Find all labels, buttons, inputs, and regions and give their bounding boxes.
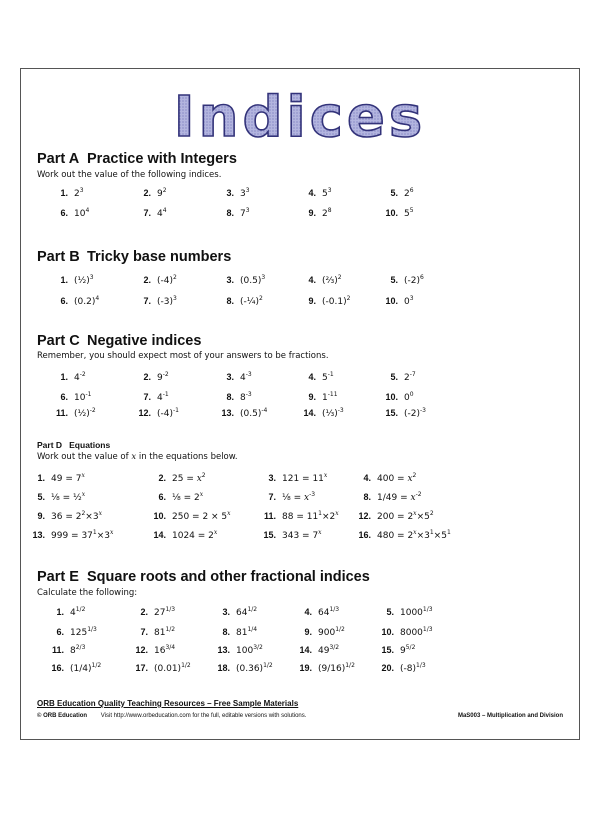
part-b-label: Part B: [37, 249, 80, 265]
footer-title: ORB Education Quality Teaching Resources – Free Sample Materials: [37, 699, 299, 708]
question-number: 3.: [222, 607, 230, 617]
question-item: [353, 511, 434, 522]
question-number: 6.: [158, 492, 166, 502]
question-expression: $(0.01)^{1/2}$: [154, 662, 191, 674]
part-b-row: [0, 296, 600, 308]
question-item: [258, 492, 315, 503]
question-number: 10.: [385, 296, 398, 306]
question-expression: $(-2)^6$: [404, 274, 424, 286]
question-expression: $(0.5)^3$: [240, 274, 266, 286]
question-item: [208, 663, 273, 674]
part-c-label: Part C: [37, 333, 80, 349]
question-number: 7.: [143, 296, 151, 306]
question-item: [290, 627, 345, 638]
question-item: [298, 408, 344, 419]
question-number: 11.: [263, 511, 276, 521]
footer-visit-link[interactable]: Visit http://www.orbeducation.com for the full, editable versions with solutions.: [100, 713, 307, 719]
question-number: 1.: [60, 275, 68, 285]
question-item: [133, 372, 169, 383]
question-item: [148, 511, 231, 522]
part-b-title: Tricky base numbers: [87, 249, 232, 265]
part-e-label: Part E: [37, 569, 79, 585]
question-item: [50, 372, 86, 383]
question-number: 8.: [226, 296, 234, 306]
question-item: [148, 492, 203, 503]
question-expression: $0^3$: [404, 295, 414, 307]
part-c-row: [0, 408, 600, 420]
question-expression: $2^3$: [74, 187, 84, 199]
question-number: 9.: [304, 627, 312, 637]
question-expression: $480 = 2^x\times 3^1\times 5^1$: [377, 529, 451, 541]
question-number: 19.: [299, 663, 312, 673]
question-number: 12.: [135, 645, 148, 655]
question-expression: $900^{1/2}$: [318, 626, 345, 638]
part-c-heading: [37, 333, 201, 349]
question-number: 1.: [37, 473, 45, 483]
question-item: [133, 392, 169, 403]
question-expression: $64^{1/2}$: [236, 606, 258, 618]
question-number: 11.: [51, 645, 64, 655]
question-expression: $36 = 2^2\times 3^x$: [51, 510, 102, 522]
part-c-row: [0, 392, 600, 404]
question-item: [298, 275, 342, 286]
question-item: [27, 473, 85, 484]
question-expression: $(-8)^{1/3}$: [400, 662, 426, 674]
question-expression: $10^4$: [74, 207, 90, 219]
question-item: [148, 473, 206, 484]
question-item: [380, 275, 424, 286]
question-number: 9.: [308, 296, 316, 306]
question-expression: $(0.2)^4$: [74, 295, 100, 307]
question-item: [290, 607, 339, 618]
question-expression: $1024 = 2^x$: [172, 529, 218, 541]
question-number: 9.: [308, 208, 316, 218]
question-item: [42, 663, 101, 674]
question-expression: (-¼)$^2$: [240, 295, 263, 307]
question-expression: $3^3$: [240, 187, 250, 199]
part-d-row: [0, 473, 600, 485]
question-expression: (½)$^3$: [74, 274, 94, 286]
question-item: [380, 208, 414, 219]
question-item: [42, 607, 85, 618]
question-expression: $4^{-1}$: [157, 391, 169, 403]
question-expression: $4^{1/2}$: [70, 606, 86, 618]
question-item: [42, 627, 97, 638]
question-number: 14.: [303, 408, 316, 418]
question-number: 7.: [268, 492, 276, 502]
question-item: [42, 645, 85, 656]
question-number: 12.: [138, 408, 151, 418]
question-expression: $1^{-11}$: [322, 391, 338, 403]
part-d-instruction-post: in the equations below.: [138, 452, 238, 462]
question-number: 3.: [226, 188, 234, 198]
question-number: 8.: [363, 492, 371, 502]
question-number: 3.: [226, 372, 234, 382]
question-item: [50, 188, 84, 199]
question-item: [290, 645, 339, 656]
question-number: 8.: [222, 627, 230, 637]
question-number: 3.: [226, 275, 234, 285]
question-item: [27, 511, 102, 522]
question-expression: $2^8$: [322, 207, 332, 219]
question-expression: $4^{-3}$: [240, 371, 252, 383]
part-d-instruction-pre: Work out the value of: [37, 452, 129, 462]
question-expression: $200 = 2^x\times 5^2$: [377, 510, 434, 522]
question-number: 10.: [381, 627, 394, 637]
part-d-heading: [37, 440, 110, 450]
question-expression: $4^{-2}$: [74, 371, 86, 383]
footer-info: [37, 713, 563, 719]
question-expression: (½)$^{-2}$: [74, 407, 96, 419]
question-item: [50, 392, 91, 403]
question-item: [372, 663, 426, 674]
question-item: [50, 296, 99, 307]
part-e-title: Square roots and other fractional indices: [87, 569, 370, 585]
part-c-title: Negative indices: [87, 333, 202, 349]
question-expression: $25 = x^2$: [172, 472, 206, 484]
question-number: 14.: [153, 530, 166, 540]
question-expression: $(-4)^{-1}$: [157, 407, 179, 419]
question-number: 6.: [60, 208, 68, 218]
question-item: [216, 208, 250, 219]
question-number: 9.: [37, 511, 45, 521]
question-item: [133, 188, 167, 199]
question-number: 5.: [390, 275, 398, 285]
question-item: [50, 275, 94, 286]
question-expression: $8^{2/3}$: [70, 644, 86, 656]
question-expression: $(0.5)^{-4}$: [240, 407, 268, 419]
question-expression: $2^{-7}$: [404, 371, 416, 383]
question-expression: $81^{1/2}$: [154, 626, 176, 638]
question-expression: $49 = 7^x$: [51, 472, 85, 484]
question-number: 10.: [385, 208, 398, 218]
question-expression: $5^3$: [322, 187, 332, 199]
question-number: 16.: [358, 530, 371, 540]
part-d-row: [0, 530, 600, 542]
question-number: 6.: [60, 296, 68, 306]
question-number: 9.: [308, 392, 316, 402]
question-item: [27, 492, 85, 503]
question-expression: $10^{-1}$: [74, 391, 92, 403]
title-text: Indices: [173, 88, 427, 146]
question-expression: ⅛ = $2^x$: [172, 491, 204, 503]
question-number: 1.: [60, 372, 68, 382]
question-number: 8.: [226, 208, 234, 218]
question-number: 11.: [55, 408, 68, 418]
part-d-row: [0, 511, 600, 523]
question-number: 5.: [386, 607, 394, 617]
question-expression: $343 = 7^x$: [282, 529, 322, 541]
question-number: 7.: [143, 208, 151, 218]
question-expression: $7^3$: [240, 207, 250, 219]
question-item: [133, 408, 179, 419]
question-number: 7.: [143, 392, 151, 402]
worksheet-border: [20, 68, 580, 740]
question-expression: $0^0$: [404, 391, 414, 403]
question-item: [380, 372, 416, 383]
question-item: [353, 492, 422, 503]
part-e-heading: [37, 569, 370, 585]
question-item: [353, 473, 416, 484]
question-number: 2.: [158, 473, 166, 483]
question-number: 2.: [143, 372, 151, 382]
question-expression: $9^{-2}$: [157, 371, 169, 383]
question-expression: $8000^{1/3}$: [400, 626, 433, 638]
question-item: [380, 408, 426, 419]
question-item: [208, 645, 263, 656]
question-item: [216, 372, 252, 383]
question-number: 4.: [304, 607, 312, 617]
question-number: 4.: [308, 372, 316, 382]
question-item: [372, 627, 433, 638]
part-d-instruction: [37, 452, 238, 462]
question-number: 14.: [299, 645, 312, 655]
question-number: 5.: [390, 188, 398, 198]
footer-copyright: © ORB Education: [37, 713, 88, 719]
question-item: [258, 511, 339, 522]
question-number: 1.: [60, 188, 68, 198]
question-item: [372, 607, 433, 618]
question-expression: $88 = 11^1\times 2^x$: [282, 510, 339, 522]
part-e-instruction: Calculate the following:: [37, 588, 138, 598]
part-a-title: Practice with Integers: [87, 151, 237, 167]
question-item: [208, 607, 257, 618]
part-e-row: [0, 627, 600, 639]
question-expression: $16^{3/4}$: [154, 644, 176, 656]
question-expression: $49^{3/2}$: [318, 644, 340, 656]
question-number: 6.: [56, 627, 64, 637]
question-number: 5.: [390, 372, 398, 382]
question-number: 5.: [37, 492, 45, 502]
question-expression: $400 = x^2$: [377, 472, 417, 484]
question-number: 10.: [153, 511, 166, 521]
question-number: 17.: [135, 663, 148, 673]
question-expression: (⅓)$^{-3}$: [322, 407, 344, 419]
question-item: [298, 392, 338, 403]
question-item: [290, 663, 355, 674]
question-item: [380, 392, 414, 403]
question-item: [126, 645, 175, 656]
question-expression: $9^{5/2}$: [400, 644, 416, 656]
question-number: 2.: [140, 607, 148, 617]
question-number: 20.: [381, 663, 394, 673]
question-number: 15.: [263, 530, 276, 540]
question-expression: $1/49 = x^{-2}$: [377, 491, 422, 503]
question-item: [50, 408, 96, 419]
question-expression: $2^6$: [404, 187, 414, 199]
part-c-row: [0, 372, 600, 384]
question-number: 4.: [308, 188, 316, 198]
question-number: 4.: [308, 275, 316, 285]
question-number: 2.: [143, 275, 151, 285]
question-expression: $8^{-3}$: [240, 391, 252, 403]
question-expression: $(-0.1)^2$: [322, 295, 351, 307]
question-number: 3.: [268, 473, 276, 483]
question-item: [216, 408, 267, 419]
part-a-row: [0, 208, 600, 220]
part-d-row: [0, 492, 600, 504]
question-item: [216, 296, 263, 307]
part-a-instruction: Work out the value of the following indices.: [37, 170, 222, 180]
question-item: [216, 392, 252, 403]
question-number: 7.: [140, 627, 148, 637]
question-number: 4.: [363, 473, 371, 483]
question-number: 15.: [381, 645, 394, 655]
question-number: 16.: [51, 663, 64, 673]
question-number: 12.: [358, 511, 371, 521]
question-number: 13.: [217, 645, 230, 655]
question-expression: $(-3)^3$: [157, 295, 177, 307]
question-expression: $(1/4)^{1/2}$: [70, 662, 102, 674]
question-item: [258, 473, 327, 484]
part-e-row: [0, 645, 600, 657]
question-item: [298, 296, 350, 307]
question-expression: $999 = 37^1\times 3^x$: [51, 529, 114, 541]
question-number: 13.: [221, 408, 234, 418]
question-expression: (⅔)$^2$: [322, 274, 342, 286]
part-a-row: [0, 188, 600, 200]
question-item: [133, 208, 167, 219]
question-item: [298, 372, 334, 383]
part-d-title: Equations: [69, 440, 111, 450]
question-number: 6.: [60, 392, 68, 402]
question-number: 18.: [217, 663, 230, 673]
question-number: 10.: [385, 392, 398, 402]
question-expression: $(-4)^2$: [157, 274, 177, 286]
part-e-row: [0, 663, 600, 675]
question-item: [133, 296, 177, 307]
question-expression: $9^2$: [157, 187, 167, 199]
question-item: [216, 188, 250, 199]
part-a-heading: [37, 151, 237, 167]
part-d-label: Part D: [37, 440, 63, 450]
question-number: 8.: [226, 392, 234, 402]
question-item: [148, 530, 217, 541]
question-item: [258, 530, 322, 541]
question-expression: $125^{1/3}$: [70, 626, 97, 638]
question-item: [126, 663, 191, 674]
question-number: 1.: [56, 607, 64, 617]
question-expression: $(0.36)^{1/2}$: [236, 662, 273, 674]
question-expression: $27^{1/3}$: [154, 606, 176, 618]
question-expression: $1000^{1/3}$: [400, 606, 433, 618]
question-item: [126, 607, 175, 618]
question-expression: $250 = 2 \times 5^x$: [172, 510, 231, 522]
question-expression: $(9/16)^{1/2}$: [318, 662, 355, 674]
question-expression: $64^{1/3}$: [318, 606, 340, 618]
question-item: [380, 188, 414, 199]
question-number: 2.: [143, 188, 151, 198]
question-item: [216, 275, 265, 286]
footer-code: MaS003 – Multiplication and Division: [457, 713, 563, 719]
question-number: 13.: [32, 530, 45, 540]
part-a-label: Part A: [37, 151, 80, 167]
question-item: [50, 208, 89, 219]
part-b-row: [0, 275, 600, 287]
question-item: [208, 627, 257, 638]
question-item: [27, 530, 113, 541]
part-c-instruction: Remember, you should expect most of your answers to be fractions.: [37, 351, 329, 361]
question-expression: $121 = 11^x$: [282, 472, 328, 484]
question-item: [298, 208, 332, 219]
question-expression: $4^4$: [157, 207, 167, 219]
question-item: [133, 275, 177, 286]
question-item: [126, 627, 175, 638]
question-number: 15.: [385, 408, 398, 418]
question-item: [372, 645, 415, 656]
part-d-instruction-var: x: [131, 452, 137, 462]
part-b-heading: [37, 249, 231, 265]
question-expression: $81^{1/4}$: [236, 626, 258, 638]
worksheet-title: [0, 88, 600, 146]
question-expression: $(-2)^{-3}$: [404, 407, 426, 419]
question-item: [380, 296, 414, 307]
question-expression: ⅛ = $x^{-3}$: [282, 491, 316, 503]
question-expression: $5^{-1}$: [322, 371, 334, 383]
question-expression: $5^5$: [404, 207, 414, 219]
part-e-row: [0, 607, 600, 619]
question-item: [353, 530, 451, 541]
question-expression: ⅛ = ½$^x$: [51, 491, 86, 503]
question-expression: $100^{3/2}$: [236, 644, 263, 656]
question-item: [298, 188, 332, 199]
